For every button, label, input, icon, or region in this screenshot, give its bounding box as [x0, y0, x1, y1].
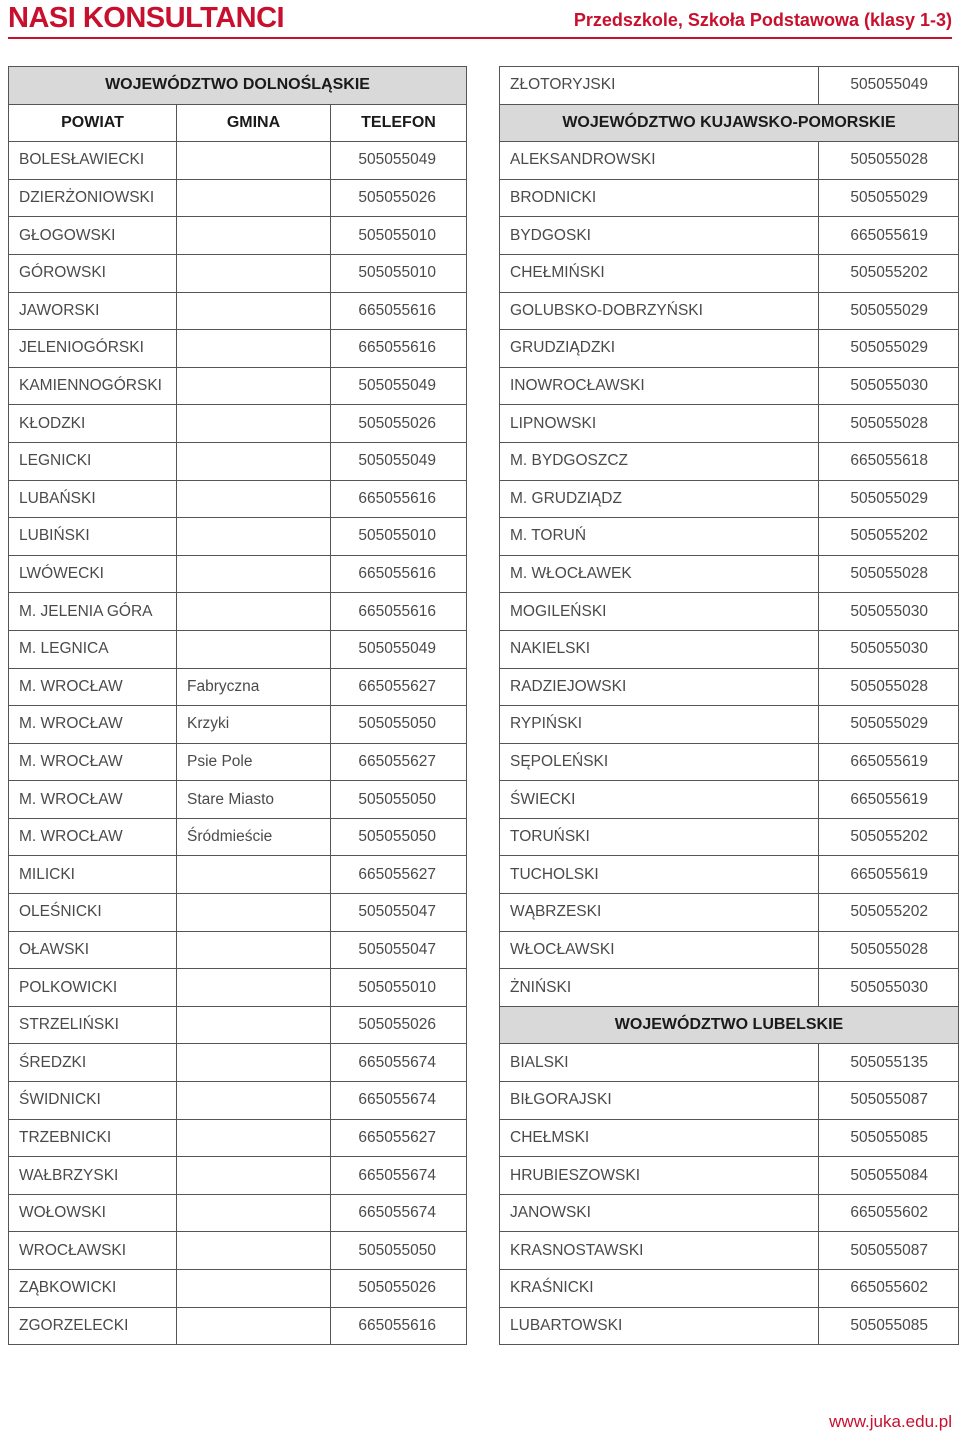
table-row — [9, 1157, 467, 1195]
powiat-cell: LUBAŃSKI — [9, 480, 177, 518]
powiat-cell: TRZEBNICKI — [9, 1119, 177, 1157]
column-header-telefon: TELEFON — [331, 104, 467, 142]
phone-cell: 505055029 — [819, 480, 959, 518]
gmina-cell — [177, 593, 331, 631]
powiat-cell: ŚREDZKI — [9, 1044, 177, 1082]
table-row — [500, 367, 959, 405]
powiat-cell: HRUBIESZOWSKI — [500, 1157, 819, 1195]
gmina-cell — [177, 254, 331, 292]
gmina-cell — [177, 1157, 331, 1195]
powiat-cell: GOLUBSKO-DOBRZYŃSKI — [500, 292, 819, 330]
phone-cell: 505055030 — [819, 630, 959, 668]
powiat-cell: M. WROCŁAW — [9, 668, 177, 706]
table-row — [500, 1270, 959, 1308]
powiat-cell: KŁODZKI — [9, 405, 177, 443]
powiat-cell: M. GRUDZIĄDZ — [500, 480, 819, 518]
table-row — [500, 1194, 959, 1232]
powiat-cell: MILICKI — [9, 856, 177, 894]
table-row — [9, 931, 467, 969]
table-row — [9, 367, 467, 405]
gmina-cell — [177, 480, 331, 518]
phone-cell: 505055026 — [331, 1006, 467, 1044]
table-row — [500, 330, 959, 368]
powiat-cell: TORUŃSKI — [500, 818, 819, 856]
phone-cell: 505055085 — [819, 1119, 959, 1157]
powiat-cell: OŁAWSKI — [9, 931, 177, 969]
powiat-cell: POLKOWICKI — [9, 969, 177, 1007]
table-row — [500, 518, 959, 556]
phone-cell: 505055049 — [819, 67, 959, 105]
phone-cell: 665055619 — [819, 856, 959, 894]
phone-cell: 505055026 — [331, 405, 467, 443]
table-row — [500, 781, 959, 819]
phone-cell: 665055616 — [331, 330, 467, 368]
powiat-cell: ZŁOTORYJSKI — [500, 67, 819, 105]
gmina-cell — [177, 1044, 331, 1082]
phone-cell: 665055616 — [331, 292, 467, 330]
phone-cell: 505055030 — [819, 969, 959, 1007]
table-row — [500, 292, 959, 330]
table-row — [9, 405, 467, 443]
table-row — [9, 1270, 467, 1308]
gmina-cell: Stare Miasto — [177, 781, 331, 819]
table-row — [500, 856, 959, 894]
powiat-cell: LWÓWECKI — [9, 555, 177, 593]
powiat-cell: JANOWSKI — [500, 1194, 819, 1232]
gmina-cell — [177, 442, 331, 480]
table-row — [500, 931, 959, 969]
phone-cell: 505055029 — [819, 706, 959, 744]
gmina-cell — [177, 179, 331, 217]
table-row — [9, 894, 467, 932]
phone-cell: 665055618 — [819, 442, 959, 480]
region-header: WOJEWÓDZTWO LUBELSKIE — [500, 1006, 959, 1044]
table-row — [500, 217, 959, 255]
table-row — [9, 1044, 467, 1082]
phone-cell: 665055619 — [819, 743, 959, 781]
gmina-cell — [177, 1194, 331, 1232]
table-row — [9, 743, 467, 781]
powiat-cell: ZGORZELECKI — [9, 1307, 177, 1345]
powiat-cell: CHEŁMIŃSKI — [500, 254, 819, 292]
table-row — [500, 179, 959, 217]
phone-cell: 505055028 — [819, 405, 959, 443]
table-row — [9, 480, 467, 518]
phone-cell: 505055202 — [819, 894, 959, 932]
region-header-row — [500, 1006, 959, 1044]
table-row — [9, 254, 467, 292]
powiat-cell: DZIERŻONIOWSKI — [9, 179, 177, 217]
gmina-cell: Psie Pole — [177, 743, 331, 781]
powiat-cell: M. WROCŁAW — [9, 743, 177, 781]
table-row — [9, 292, 467, 330]
phone-cell: 505055050 — [331, 781, 467, 819]
gmina-cell — [177, 292, 331, 330]
column-header-powiat: POWIAT — [9, 104, 177, 142]
table-row — [500, 1157, 959, 1195]
phone-cell: 505055087 — [819, 1232, 959, 1270]
gmina-cell — [177, 555, 331, 593]
phone-cell: 505055050 — [331, 1232, 467, 1270]
table-row — [500, 1082, 959, 1120]
consultants-table-right — [499, 66, 959, 1345]
table-row — [500, 668, 959, 706]
table-row — [500, 1119, 959, 1157]
table-row — [500, 1232, 959, 1270]
table-row — [9, 818, 467, 856]
phone-cell: 505055050 — [331, 818, 467, 856]
powiat-cell: BIŁGORAJSKI — [500, 1082, 819, 1120]
powiat-cell: M. LEGNICA — [9, 630, 177, 668]
powiat-cell: KRASNOSTAWSKI — [500, 1232, 819, 1270]
gmina-cell — [177, 1119, 331, 1157]
table-row — [500, 593, 959, 631]
gmina-cell — [177, 1307, 331, 1345]
phone-cell: 505055028 — [819, 142, 959, 180]
phone-cell: 505055047 — [331, 931, 467, 969]
table-row — [500, 969, 959, 1007]
header-divider — [8, 37, 952, 39]
phone-cell: 505055028 — [819, 668, 959, 706]
powiat-cell: LIPNOWSKI — [500, 405, 819, 443]
powiat-cell: KAMIENNOGÓRSKI — [9, 367, 177, 405]
powiat-cell: M. JELENIA GÓRA — [9, 593, 177, 631]
table-row — [500, 480, 959, 518]
table-row — [500, 254, 959, 292]
phone-cell: 505055049 — [331, 142, 467, 180]
powiat-cell: NAKIELSKI — [500, 630, 819, 668]
table-row — [500, 630, 959, 668]
gmina-cell — [177, 1232, 331, 1270]
powiat-cell: ZĄBKOWICKI — [9, 1270, 177, 1308]
powiat-cell: LEGNICKI — [9, 442, 177, 480]
phone-cell: 505055028 — [819, 555, 959, 593]
table-row — [500, 1307, 959, 1345]
powiat-cell: M. WROCŁAW — [9, 781, 177, 819]
region-header: WOJEWÓDZTWO KUJAWSKO-POMORSKIE — [500, 104, 959, 142]
phone-cell: 665055627 — [331, 1119, 467, 1157]
powiat-cell: GŁOGOWSKI — [9, 217, 177, 255]
powiat-cell: OLEŚNICKI — [9, 894, 177, 932]
table-row — [9, 179, 467, 217]
phone-cell: 665055674 — [331, 1044, 467, 1082]
table-row — [500, 67, 959, 105]
phone-cell: 505055010 — [331, 217, 467, 255]
powiat-cell: M. TORUŃ — [500, 518, 819, 556]
powiat-cell: M. BYDGOSZCZ — [500, 442, 819, 480]
table-row — [9, 706, 467, 744]
powiat-cell: ŚWIDNICKI — [9, 1082, 177, 1120]
phone-cell: 665055619 — [819, 781, 959, 819]
phone-cell: 505055029 — [819, 179, 959, 217]
phone-cell: 505055202 — [819, 518, 959, 556]
region-header: WOJEWÓDZTWO DOLNOŚLĄSKIE — [9, 67, 467, 105]
powiat-cell: GÓROWSKI — [9, 254, 177, 292]
table-row — [9, 668, 467, 706]
table-row — [9, 856, 467, 894]
phone-cell: 505055050 — [331, 706, 467, 744]
gmina-cell — [177, 856, 331, 894]
gmina-cell — [177, 1082, 331, 1120]
gmina-cell — [177, 330, 331, 368]
table-row — [9, 1082, 467, 1120]
table-row — [500, 743, 959, 781]
table-row — [9, 1232, 467, 1270]
powiat-cell: WŁOCŁAWSKI — [500, 931, 819, 969]
gmina-cell — [177, 217, 331, 255]
phone-cell: 505055030 — [819, 367, 959, 405]
powiat-cell: LUBARTOWSKI — [500, 1307, 819, 1345]
phone-cell: 505055084 — [819, 1157, 959, 1195]
powiat-cell: BRODNICKI — [500, 179, 819, 217]
column-header-gmina: GMINA — [177, 104, 331, 142]
phone-cell: 665055627 — [331, 668, 467, 706]
phone-cell: 505055049 — [331, 367, 467, 405]
table-row — [9, 442, 467, 480]
gmina-cell — [177, 367, 331, 405]
phone-cell: 505055028 — [819, 931, 959, 969]
table-row — [9, 1119, 467, 1157]
phone-cell: 505055049 — [331, 442, 467, 480]
table-row — [9, 969, 467, 1007]
gmina-cell — [177, 931, 331, 969]
powiat-cell: TUCHOLSKI — [500, 856, 819, 894]
powiat-cell: BYDGOSKI — [500, 217, 819, 255]
page-title: NASI KONSULTANCI — [8, 2, 285, 34]
table-row — [9, 1307, 467, 1345]
powiat-cell: SĘPOLEŃSKI — [500, 743, 819, 781]
region-header-row — [500, 104, 959, 142]
phone-cell: 505055049 — [331, 630, 467, 668]
table-row — [9, 555, 467, 593]
phone-cell: 505055047 — [331, 894, 467, 932]
gmina-cell: Fabryczna — [177, 668, 331, 706]
gmina-cell: Krzyki — [177, 706, 331, 744]
powiat-cell: RADZIEJOWSKI — [500, 668, 819, 706]
table-row — [9, 593, 467, 631]
powiat-cell: ŻNIŃSKI — [500, 969, 819, 1007]
gmina-cell — [177, 142, 331, 180]
powiat-cell: RYPIŃSKI — [500, 706, 819, 744]
phone-cell: 665055616 — [331, 480, 467, 518]
consultants-table-left — [8, 66, 467, 1345]
phone-cell: 505055135 — [819, 1044, 959, 1082]
table-row — [9, 1006, 467, 1044]
table-row — [9, 781, 467, 819]
table-row — [500, 818, 959, 856]
phone-cell: 505055202 — [819, 818, 959, 856]
phone-cell: 665055619 — [819, 217, 959, 255]
powiat-cell: ALEKSANDROWSKI — [500, 142, 819, 180]
phone-cell: 665055616 — [331, 555, 467, 593]
table-row — [500, 442, 959, 480]
table-row — [9, 630, 467, 668]
powiat-cell: WROCŁAWSKI — [9, 1232, 177, 1270]
phone-cell: 505055010 — [331, 969, 467, 1007]
gmina-cell — [177, 405, 331, 443]
table-row — [9, 518, 467, 556]
gmina-cell — [177, 630, 331, 668]
powiat-cell: LUBIŃSKI — [9, 518, 177, 556]
powiat-cell: GRUDZIĄDZKI — [500, 330, 819, 368]
phone-cell: 505055029 — [819, 330, 959, 368]
phone-cell: 505055085 — [819, 1307, 959, 1345]
phone-cell: 665055602 — [819, 1194, 959, 1232]
phone-cell: 665055674 — [331, 1157, 467, 1195]
gmina-cell — [177, 1270, 331, 1308]
phone-cell: 505055202 — [819, 254, 959, 292]
powiat-cell: M. WROCŁAW — [9, 706, 177, 744]
phone-cell: 665055627 — [331, 856, 467, 894]
powiat-cell: M. WŁOCŁAWEK — [500, 555, 819, 593]
powiat-cell: BIALSKI — [500, 1044, 819, 1082]
phone-cell: 505055030 — [819, 593, 959, 631]
table-row — [9, 217, 467, 255]
table-row — [500, 142, 959, 180]
phone-cell: 505055010 — [331, 254, 467, 292]
phone-cell: 665055674 — [331, 1082, 467, 1120]
column-header-row — [9, 104, 467, 142]
phone-cell: 505055029 — [819, 292, 959, 330]
footer-url[interactable]: www.juka.edu.pl — [829, 1412, 952, 1431]
phone-cell: 505055026 — [331, 1270, 467, 1308]
powiat-cell: STRZELIŃSKI — [9, 1006, 177, 1044]
phone-cell: 665055602 — [819, 1270, 959, 1308]
phone-cell: 665055627 — [331, 743, 467, 781]
phone-cell: 665055616 — [331, 1307, 467, 1345]
powiat-cell: CHEŁMSKI — [500, 1119, 819, 1157]
table-row — [500, 405, 959, 443]
phone-cell: 665055616 — [331, 593, 467, 631]
gmina-cell — [177, 518, 331, 556]
powiat-cell: JAWORSKI — [9, 292, 177, 330]
region-header-row — [9, 67, 467, 105]
table-row — [500, 894, 959, 932]
powiat-cell: ŚWIECKI — [500, 781, 819, 819]
table-row — [500, 1044, 959, 1082]
table-row — [9, 330, 467, 368]
gmina-cell: Śródmieście — [177, 818, 331, 856]
table-row — [500, 555, 959, 593]
powiat-cell: JELENIOGÓRSKI — [9, 330, 177, 368]
gmina-cell — [177, 969, 331, 1007]
phone-cell: 505055087 — [819, 1082, 959, 1120]
powiat-cell: MOGILEŃSKI — [500, 593, 819, 631]
phone-cell: 665055674 — [331, 1194, 467, 1232]
powiat-cell: WĄBRZESKI — [500, 894, 819, 932]
phone-cell: 505055010 — [331, 518, 467, 556]
page-subtitle: Przedszkole, Szkoła Podstawowa (klasy 1-3) — [573, 10, 952, 30]
gmina-cell — [177, 1006, 331, 1044]
powiat-cell: INOWROCŁAWSKI — [500, 367, 819, 405]
table-row — [9, 1194, 467, 1232]
gmina-cell — [177, 894, 331, 932]
table-row — [500, 706, 959, 744]
powiat-cell: WAŁBRZYSKI — [9, 1157, 177, 1195]
powiat-cell: KRAŚNICKI — [500, 1270, 819, 1308]
phone-cell: 505055026 — [331, 179, 467, 217]
table-row — [9, 142, 467, 180]
powiat-cell: BOLESŁAWIECKI — [9, 142, 177, 180]
powiat-cell: WOŁOWSKI — [9, 1194, 177, 1232]
powiat-cell: M. WROCŁAW — [9, 818, 177, 856]
